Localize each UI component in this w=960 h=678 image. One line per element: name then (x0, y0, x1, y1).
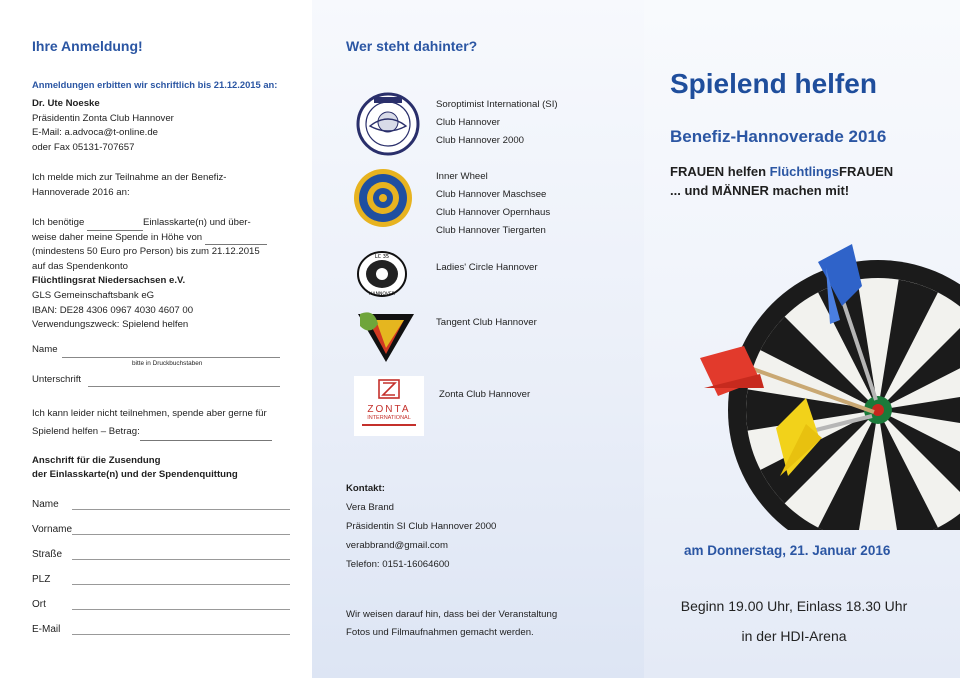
field-plz[interactable] (32, 568, 290, 588)
lc-logo-text: LC 35 (374, 254, 390, 260)
organizers-heading: Wer steht dahinter? (346, 38, 478, 54)
name-label: Name (32, 344, 58, 355)
decline-amount-field[interactable] (140, 440, 272, 441)
field-plz-label: PLZ (32, 574, 51, 585)
ticket-need-text: Einlasskarte(n) und über- (142, 217, 251, 228)
tagline-line-2: ... und MÄNNER machen mit! (670, 183, 850, 198)
org-soroptimist-club-2: Club Hannover 2000 (436, 135, 525, 146)
tagline-part-1: FRAUEN helfen (670, 164, 770, 179)
org-inner-wheel-club-3: Club Hannover Tiergarten (436, 225, 546, 236)
decline-line-1: Ich kann leider nicht teilnehmen, spende aber gerne für (32, 408, 267, 419)
decline-text (32, 405, 272, 441)
field-name[interactable] (32, 493, 290, 513)
event-venue: in der HDI-Arena (741, 628, 847, 644)
event-title: Spielend helfen (670, 68, 877, 99)
contact-name: Dr. Ute Noeske (32, 98, 100, 109)
ladies-circle-logo-icon (356, 250, 408, 298)
contact-person-role: Präsidentin SI Club Hannover 2000 (346, 521, 497, 532)
contact-fax: oder Fax 05131-707657 (32, 141, 135, 153)
contact-role: Präsidentin Zonta Club Hannover (32, 112, 174, 124)
event-tagline (670, 162, 893, 200)
inner-wheel-logo-icon (352, 167, 414, 229)
field-ort[interactable] (32, 593, 290, 613)
org-zonta (439, 386, 530, 404)
purpose: Verwendungszweck: Spielend helfen (32, 319, 189, 331)
bank-name: GLS Gemeinschaftsbank eG (32, 289, 155, 301)
org-soroptimist-name: Soroptimist International (SI) (436, 99, 558, 110)
field-email-label: E-Mail (32, 624, 61, 635)
org-ladies-circle-name: Ladies' Circle Hannover (436, 262, 538, 273)
registration-heading: Ihre Anmeldung! (32, 38, 143, 54)
iban: IBAN: DE28 4306 0967 4030 4607 00 (32, 304, 194, 316)
lc-logo-subtext: HANNOVER (369, 292, 395, 297)
org-soroptimist (436, 96, 558, 150)
contact-heading: Kontakt: (346, 483, 385, 494)
org-inner-wheel-club-1: Club Hannover Maschsee (436, 189, 547, 200)
photo-notice-line-2: Fotos und Filmaufnahmen gemacht werden. (346, 627, 534, 638)
org-tangent-name: Tangent Club Hannover (436, 317, 537, 328)
registration-deadline: Anmeldungen erbitten wir schriftlich bis 21.12.2015 an: (32, 79, 278, 90)
zonta-logo-subtext: INTERNATIONAL (367, 415, 411, 421)
name-hint: bitte in Druckbuchstaben (132, 360, 203, 367)
registration-panel (0, 0, 312, 678)
zonta-logo-rule (362, 424, 416, 426)
name-line-field[interactable] (62, 357, 280, 358)
soroptimist-logo-icon (356, 92, 420, 156)
dartboard-illustration-icon (690, 228, 960, 530)
signature-label: Unterschrift (32, 374, 82, 385)
ticket-text (32, 216, 292, 333)
contact-email[interactable]: E-Mail: a.advoca@t-online.de (32, 127, 158, 139)
org-inner-wheel (436, 168, 550, 240)
tagline-part-3: FRAUEN (839, 164, 894, 179)
field-strasse-label: Straße (32, 549, 63, 560)
org-inner-wheel-club-2: Club Hannover Opernhaus (436, 207, 551, 218)
zonta-logo-text: ZONTA (367, 404, 411, 415)
event-subtitle: Benefiz-Hannoverade 2016 (670, 127, 887, 146)
signature-field[interactable] (88, 386, 280, 387)
decline-amount-label: Spielend helfen – Betrag: (32, 426, 140, 437)
zonta-logo (354, 376, 424, 436)
event-date: am Donnerstag, 21. Januar 2016 (684, 543, 891, 558)
field-vorname-label: Vorname (32, 524, 73, 535)
intro-text (32, 171, 226, 200)
event-time: Beginn 19.00 Uhr, Einlass 18.30 Uhr (680, 598, 908, 614)
field-email[interactable] (32, 618, 290, 638)
address-heading-2: der Einlasskarte(n) und der Spendenquittung (32, 469, 238, 480)
org-inner-wheel-name: Inner Wheel (436, 171, 488, 182)
tangent-logo-icon (356, 310, 416, 364)
org-ladies-circle (436, 259, 538, 277)
contact-info (346, 479, 496, 574)
donation-minimum: (mindestens 50 Euro pro Person) bis zum 21.12.2015 (32, 246, 260, 258)
intro-line-1: Ich melde mich zur Teilnahme an der Benefiz- (32, 172, 227, 183)
org-tangent (436, 314, 537, 332)
tagline-part-2: Flüchtlings (769, 164, 840, 179)
contact-block (32, 97, 174, 155)
zonta-emblem-icon (378, 379, 400, 399)
photo-notice-line-1: Wir weisen darauf hin, dass bei der Veranstaltung (346, 609, 558, 620)
intro-line-2: Hannoverade 2016 an: (32, 186, 130, 198)
field-vorname[interactable] (32, 518, 290, 538)
account-name: Flüchtlingsrat Niedersachsen e.V. (32, 275, 186, 287)
org-zonta-name: Zonta Club Hannover (439, 389, 531, 400)
photo-notice (346, 606, 557, 642)
account-label: auf das Spendenkonto (32, 260, 129, 272)
field-strasse[interactable] (32, 543, 290, 563)
donation-label: weise daher meine Spende in Höhe von (32, 231, 203, 243)
contact-person: Vera Brand (346, 502, 395, 513)
contact-person-phone: Telefon: 0151-16064600 (346, 559, 450, 570)
event-details (670, 591, 918, 651)
address-heading-1: Anschrift für die Zusendung (32, 455, 161, 466)
ticket-need-label: Ich benötige (32, 217, 85, 228)
address-heading (32, 454, 238, 482)
contact-person-email[interactable]: verabbrand@gmail.com (346, 540, 448, 551)
field-name-label: Name (32, 499, 59, 510)
org-soroptimist-club-1: Club Hannover (436, 117, 500, 128)
field-ort-label: Ort (32, 599, 46, 610)
